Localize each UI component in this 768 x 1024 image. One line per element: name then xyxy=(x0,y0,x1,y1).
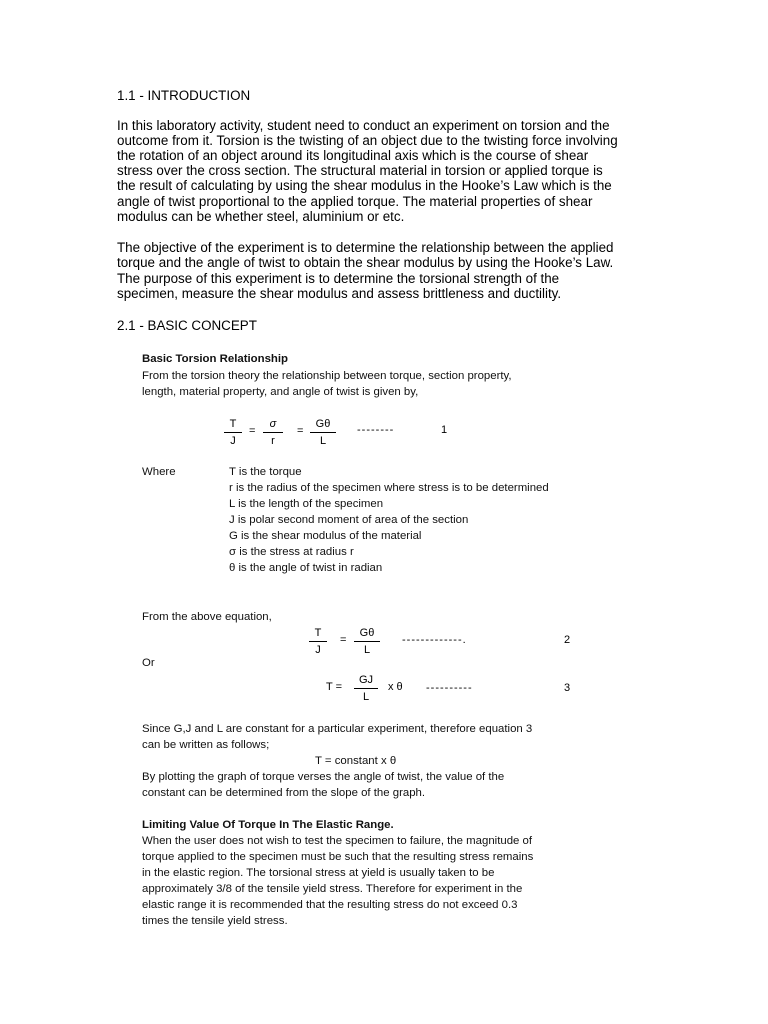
equation-number: 2 xyxy=(564,634,571,646)
equation-4: T = constant x θ xyxy=(315,755,397,767)
torsion-relationship-title: Basic Torsion Relationship xyxy=(142,353,288,365)
limiting-torque-title: Limiting Value Of Torque In The Elastic Range. xyxy=(142,819,394,831)
equation-number: 3 xyxy=(564,682,571,694)
equation-number: 1 xyxy=(441,424,448,436)
intro-heading: 1.1 - INTRODUCTION xyxy=(117,88,251,103)
document-page: 1.1 - INTRODUCTION In this laboratory activity, student need to conduct an experiment on torsion and the outcome from it. Torsion is the twisting of an object due to the twisting force involving the rotation of an object around its longitudinal axis which is the course of shear stress over the cross section. The structural material in torsion or applied torque is the result of calculating by using the shear modulus in the Hooke’s Law which is the angle of twist proportional to the applied torque. The material properties of shear modulus can be whether steel, aluminium or etc. The objective of the experiment is to determine the relationship between the applied torque and the angle of twist to obtain the shear modulus by using the Hooke’s Law. The purpose of this experiment is to determine the torsional strength of the specimen, measure the shear modulus and assess brittleness and ductility. 2.1 - BASIC CONCEPT Basic Torsion Relationship From the torsion theory the relationship between torque, section property, length, material property, and angle of twist is given by, T J = σ r = Gθ L -------- 1 Where T is the torque r is the radius of the specimen where stress is to be determined L is the length of the specimen J is polar second moment of area of the section G is the shear modulus of the material σ is the stress at radius r θ is the angle of twist in radian From the above equation, T J = Gθ L -------------. 2 Or T = GJ L x θ ---------- 3 Since G,J and L are constant for a particular experiment, therefore equation 3 can be written as follows; T = constant x θ By plotting the graph of torque verses the angle of twist, the value of the constant can be determined from the slope of the graph. Limiting Value Of Torque In The Elastic Range. When the user does not wish to test the specimen to failure, the magnitude of torque applied to the specimen must be such that the resulting stress remains in the elastic region. The torsional stress at yield is usually taken to be approximately 3/8 of the tensile yield stress. Therefore for experiment in the elastic range it is recommended that the resulting stress do not exceed 0.3 times the tensile yield stress. xyxy=(117,88,618,927)
where-label: Where xyxy=(142,466,176,478)
basic-concept-heading: 2.1 - BASIC CONCEPT xyxy=(117,318,257,333)
